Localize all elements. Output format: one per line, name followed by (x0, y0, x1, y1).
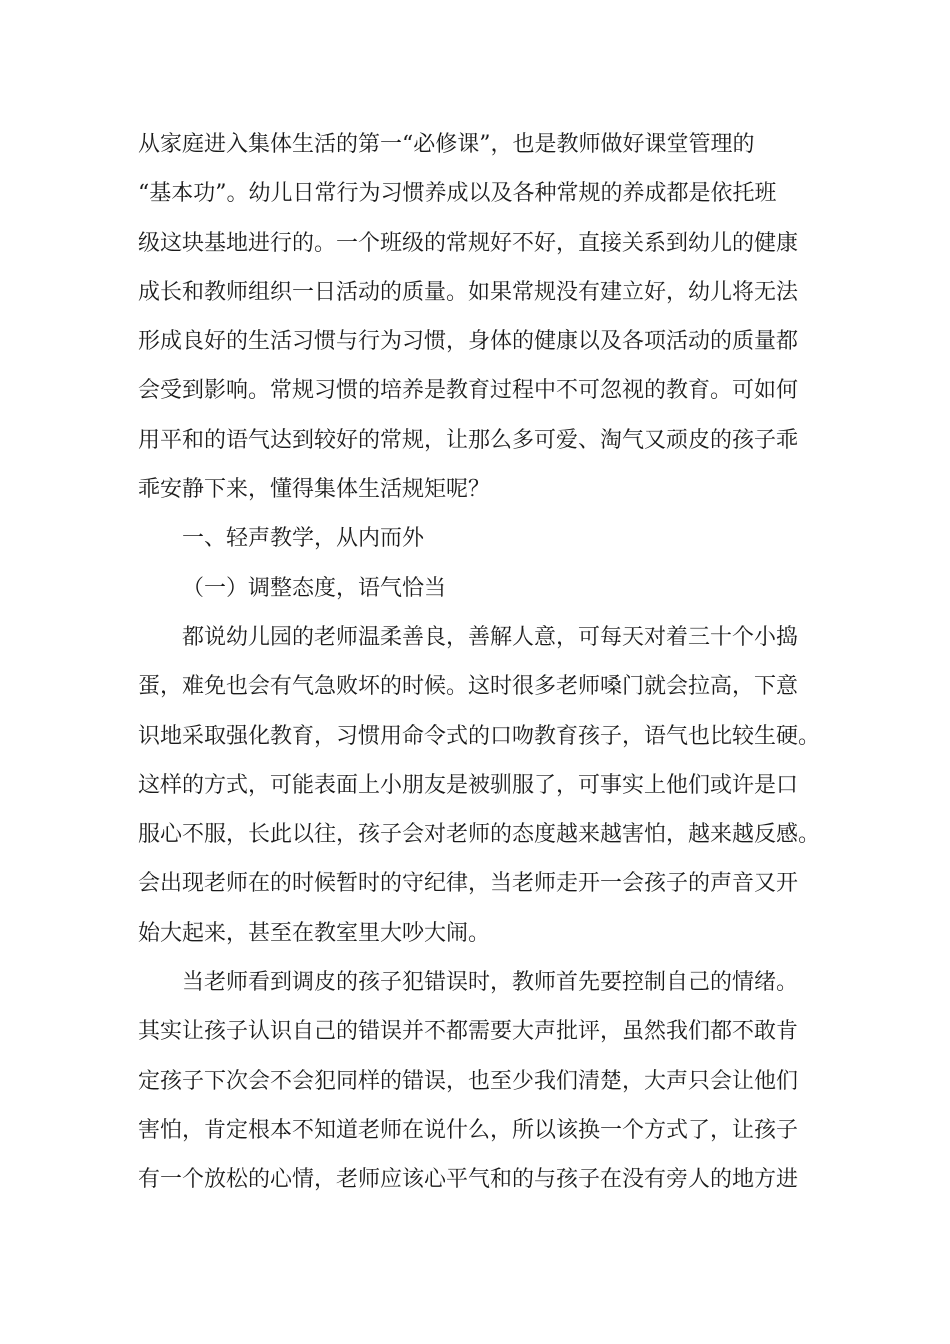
text-line: “基本功”。幼儿日常行为习惯养成以及各种常规的养成都是依托班 (138, 181, 777, 207)
text-line: 用平和的语气达到较好的常规，让那么多可爱、淘气又顽皮的孩子乖 (138, 427, 799, 453)
text-line: 定孩子下次会不会犯同样的错误，也至少我们清楚，大声只会让他们 (138, 1068, 799, 1094)
text-line: 形成良好的生活习惯与行为习惯，身体的健康以及各项活动的质量都 (138, 329, 799, 355)
text-line: 都说幼儿园的老师温柔善良，善解人意，可每天对着三十个小捣 (182, 624, 799, 650)
text-line: 害怕，肯定根本不知道老师在说什么，所以该换一个方式了，让孩子 (138, 1117, 799, 1143)
text-line: 会受到影响。常规习惯的培养是教育过程中不可忽视的教育。可如何 (138, 378, 799, 404)
text-line: 一、轻声教学，从内而外 (182, 526, 425, 552)
text-line: 级这块基地进行的。一个班级的常规好不好，直接关系到幼儿的健康 (138, 230, 799, 256)
text-line: 从家庭进入集体生活的第一“必修课”，也是教师做好课堂管理的 (138, 132, 755, 157)
text-line: 服心不服，长此以往，孩子会对老师的态度越来越害怕，越来越反感。 (138, 822, 821, 848)
text-line: 识地采取强化教育，习惯用命令式的口吻教育孩子，语气也比较生硬。 (138, 723, 821, 749)
text-line: （一）调整态度，语气恰当 (182, 575, 447, 601)
text-line: 这样的方式，可能表面上小朋友是被驯服了，可事实上他们或许是口 (138, 772, 799, 798)
body-text (138, 120, 838, 1205)
text-line: 成长和教师组织一日活动的质量。如果常规没有建立好，幼儿将无法 (138, 279, 799, 305)
text-line: 始大起来，甚至在教室里大吵大闹。 (138, 920, 491, 946)
text-line: 乖安静下来，懂得集体生活规矩呢？ (138, 477, 491, 503)
text-line: 当老师看到调皮的孩子犯错误时，教师首先要控制自己的情绪。 (182, 970, 799, 996)
text-line: 其实让孩子认识自己的错误并不都需要大声批评，虽然我们都不敢肯 (138, 1019, 799, 1045)
text-line: 蛋，难免也会有气急败坏的时候。这时很多老师嗓门就会拉高，下意 (138, 674, 799, 700)
text-line: 会出现老师在的时候暂时的守纪律，当老师走开一会孩子的声音又开 (138, 871, 799, 897)
text-line: 有一个放松的心情，老师应该心平气和的与孩子在没有旁人的地方进 (138, 1167, 799, 1193)
